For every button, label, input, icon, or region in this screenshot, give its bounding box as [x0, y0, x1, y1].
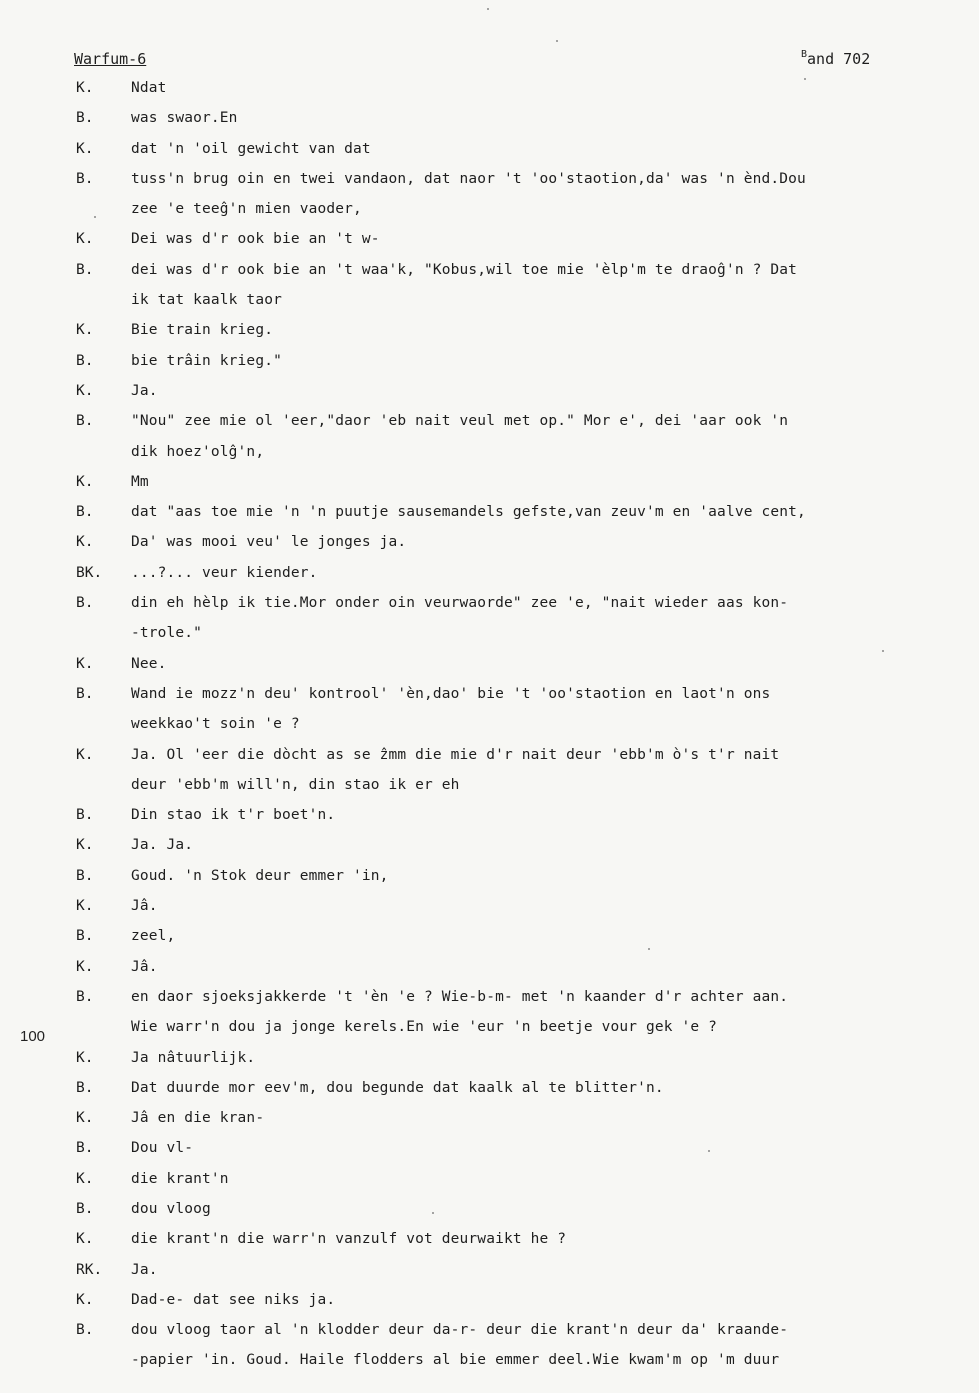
utterance-text: Da' was mooi veu' le jonges ja. [131, 534, 407, 551]
transcript-line [0, 777, 979, 807]
transcript-line [0, 928, 979, 958]
utterance-text: Bie train krieg. [131, 322, 274, 339]
utterance-text: ik tat kaalk taor [131, 292, 282, 309]
utterance-text: Wie warr'n dou ja jonge kerels.En wie 'eur 'n beetje vour gek 'e ? [131, 1019, 718, 1036]
utterance-text: dat "aas toe mie 'n 'n puutje sausemandels gefste,van zeuv'm en 'aalve cent, [131, 504, 806, 521]
speaker-label: B. [76, 1200, 94, 1217]
utterance-text: Wand ie mozz'n deu' kontrool' 'èn,dao' bie 't 'oo'staotion en laot'n ons [131, 685, 771, 702]
speaker-label: K. [76, 534, 94, 551]
utterance-text: Ja. [131, 382, 158, 399]
transcript-line [0, 1080, 979, 1110]
utterance-text: Dei was d'r ook bie an 't w- [131, 231, 380, 248]
utterance-text: zeel, [131, 928, 176, 945]
utterance-text: Ja. Ol 'eer die dòcht as se ẑmm die mie d'r nait deur 'ebb'm ò's t'r nait [131, 746, 780, 763]
speaker-label: K. [76, 898, 94, 915]
speaker-label: B. [76, 1079, 94, 1096]
transcript-line [0, 656, 979, 686]
transcript-line [0, 565, 979, 595]
utterance-text: dat 'n 'oil gewicht van dat [131, 140, 371, 157]
transcript-line [0, 595, 979, 625]
transcript-line [0, 80, 979, 110]
speaker-label: B. [76, 928, 94, 945]
scan-speck [648, 948, 650, 950]
speaker-label: B. [76, 1140, 94, 1157]
utterance-text: bie trâin krieg." [131, 352, 282, 369]
utterance-text: Jâ en die kran- [131, 1110, 265, 1127]
transcript-line [0, 1171, 979, 1201]
utterance-text: Din stao ik t'r boet'n. [131, 807, 336, 824]
transcript-line [0, 868, 979, 898]
transcript-line [0, 322, 979, 352]
transcript-line [0, 534, 979, 564]
utterance-text: Jâ. [131, 898, 158, 915]
transcript-line [0, 1352, 979, 1382]
scan-speck [94, 216, 96, 218]
transcript-line [0, 444, 979, 474]
transcript-line [0, 837, 979, 867]
transcript-line [0, 1262, 979, 1292]
transcript-line [0, 747, 979, 777]
utterance-text: "Nou" zee mie ol 'eer,"daor 'eb nait veul met op." Mor e', dei 'aar ook 'n [131, 413, 789, 430]
margin-page-number: 100 [20, 1028, 46, 1045]
transcript-line [0, 171, 979, 201]
transcript-line [0, 625, 979, 655]
transcript-line [0, 141, 979, 171]
band-label: and 702 [807, 50, 871, 68]
utterance-text: Jâ. [131, 958, 158, 975]
transcript-line [0, 474, 979, 504]
speaker-label: B. [76, 261, 94, 278]
utterance-text: en daor sjoeksjakkerde 't 'èn 'e ? Wie-b-m- met 'n kaander d'r achter aan. [131, 988, 789, 1005]
utterance-text: die krant'n die warr'n vanzulf vot deurwaikt he ? [131, 1231, 567, 1248]
scan-speck [556, 40, 558, 42]
speaker-label: K. [76, 231, 94, 248]
speaker-label: B. [76, 595, 94, 612]
transcript-line [0, 1201, 979, 1231]
utterance-text: Dou vl- [131, 1140, 194, 1157]
speaker-label: K. [76, 655, 94, 672]
transcript-line [0, 504, 979, 534]
scan-speck [804, 78, 806, 80]
transcript-line [0, 1019, 979, 1049]
utterance-text: deur 'ebb'm will'n, din stao ik er eh [131, 776, 460, 793]
speaker-label: K. [76, 1170, 94, 1187]
utterance-text: weekkao't soin 'e ? [131, 716, 300, 733]
transcript-line [0, 959, 979, 989]
transcript-line [0, 1292, 979, 1322]
utterance-text: -trole." [131, 625, 203, 642]
transcript-line [0, 686, 979, 716]
transcript-line [0, 1140, 979, 1170]
utterance-text: dei was d'r ook bie an 't waa'k, "Kobus,wil toe mie 'èlp'm te draoĝ'n ? Dat [131, 261, 797, 278]
utterance-text: Ja. Ja. [131, 837, 194, 854]
speaker-label: B. [76, 1322, 94, 1339]
utterance-text: die krant'n [131, 1170, 229, 1187]
utterance-text: dik hoez'olĝ'n, [131, 443, 265, 460]
utterance-text: Ja nâtuurlijk. [131, 1049, 256, 1066]
utterance-text: Dad-e- dat see niks ja. [131, 1291, 336, 1308]
utterance-text: -papier 'in. Goud. Haile flodders al bie emmer deel.Wie kwam'm op 'm duur [131, 1352, 780, 1369]
transcript-line [0, 413, 979, 443]
utterance-text: Ja. [131, 1261, 158, 1278]
utterance-text: dou vloog taor al 'n klodder deur da-r- deur die krant'n deur da' kraande- [131, 1322, 789, 1339]
utterance-text: Mm [131, 473, 149, 490]
utterance-text: tuss'n brug oin en twei vandaon, dat naor 't 'oo'staotion,da' was 'n ènd.Dou [131, 170, 806, 187]
speaker-label: B. [76, 867, 94, 884]
utterance-text: zee 'e teeĝ'n mien vaoder, [131, 201, 362, 218]
transcript-line [0, 1231, 979, 1261]
speaker-label: B. [76, 413, 94, 430]
transcript-line [0, 201, 979, 231]
transcript [0, 80, 979, 1383]
speaker-label: K. [76, 140, 94, 157]
transcript-line [0, 807, 979, 837]
utterance-text: dou vloog [131, 1200, 211, 1217]
speaker-label: K. [76, 837, 94, 854]
speaker-label: K. [76, 1231, 94, 1248]
utterance-text: din eh hèlp ik tie.Mor onder oin veurwaorde" zee 'e, "nait wieder aas kon- [131, 595, 789, 612]
speaker-label: K. [76, 322, 94, 339]
scan-speck [882, 650, 884, 652]
transcript-line [0, 989, 979, 1019]
transcript-line [0, 353, 979, 383]
speaker-label: K. [76, 473, 94, 490]
speaker-label: B. [76, 685, 94, 702]
speaker-label: K. [76, 958, 94, 975]
speaker-label: K. [76, 80, 94, 96]
transcript-line [0, 1110, 979, 1140]
utterance-text: Ndat [131, 80, 167, 96]
band-superscript: B [801, 49, 808, 60]
band-number [801, 50, 870, 68]
utterance-text: Goud. 'n Stok deur emmer 'in, [131, 867, 389, 884]
speaker-label: K. [76, 746, 94, 763]
scan-speck [487, 8, 489, 10]
transcript-line [0, 383, 979, 413]
speaker-label: B. [76, 352, 94, 369]
transcript-line [0, 1050, 979, 1080]
speaker-label: B. [76, 504, 94, 521]
speaker-label: K. [76, 1110, 94, 1127]
scan-speck [432, 1212, 434, 1214]
speaker-label: BK. [76, 564, 103, 581]
transcript-line [0, 231, 979, 261]
speaker-label: RK. [76, 1261, 103, 1278]
scan-speck [708, 1150, 710, 1152]
document-title: Warfum-6 [74, 50, 147, 68]
transcript-line [0, 1322, 979, 1352]
speaker-label: B. [76, 170, 94, 187]
speaker-label: B. [76, 807, 94, 824]
utterance-text: Dat duurde mor eev'm, dou begunde dat kaalk al te blitter'n. [131, 1079, 664, 1096]
utterance-text: Nee. [131, 655, 167, 672]
utterance-text: ...?... veur kiender. [131, 564, 318, 581]
speaker-label: K. [76, 1291, 94, 1308]
speaker-label: B. [76, 988, 94, 1005]
transcript-line [0, 262, 979, 292]
transcript-line [0, 292, 979, 322]
speaker-label: K. [76, 382, 94, 399]
utterance-text: was swaor.En [131, 110, 238, 127]
transcript-line [0, 110, 979, 140]
speaker-label: B. [76, 110, 94, 127]
transcript-line [0, 898, 979, 928]
transcript-line [0, 716, 979, 746]
speaker-label: K. [76, 1049, 94, 1066]
